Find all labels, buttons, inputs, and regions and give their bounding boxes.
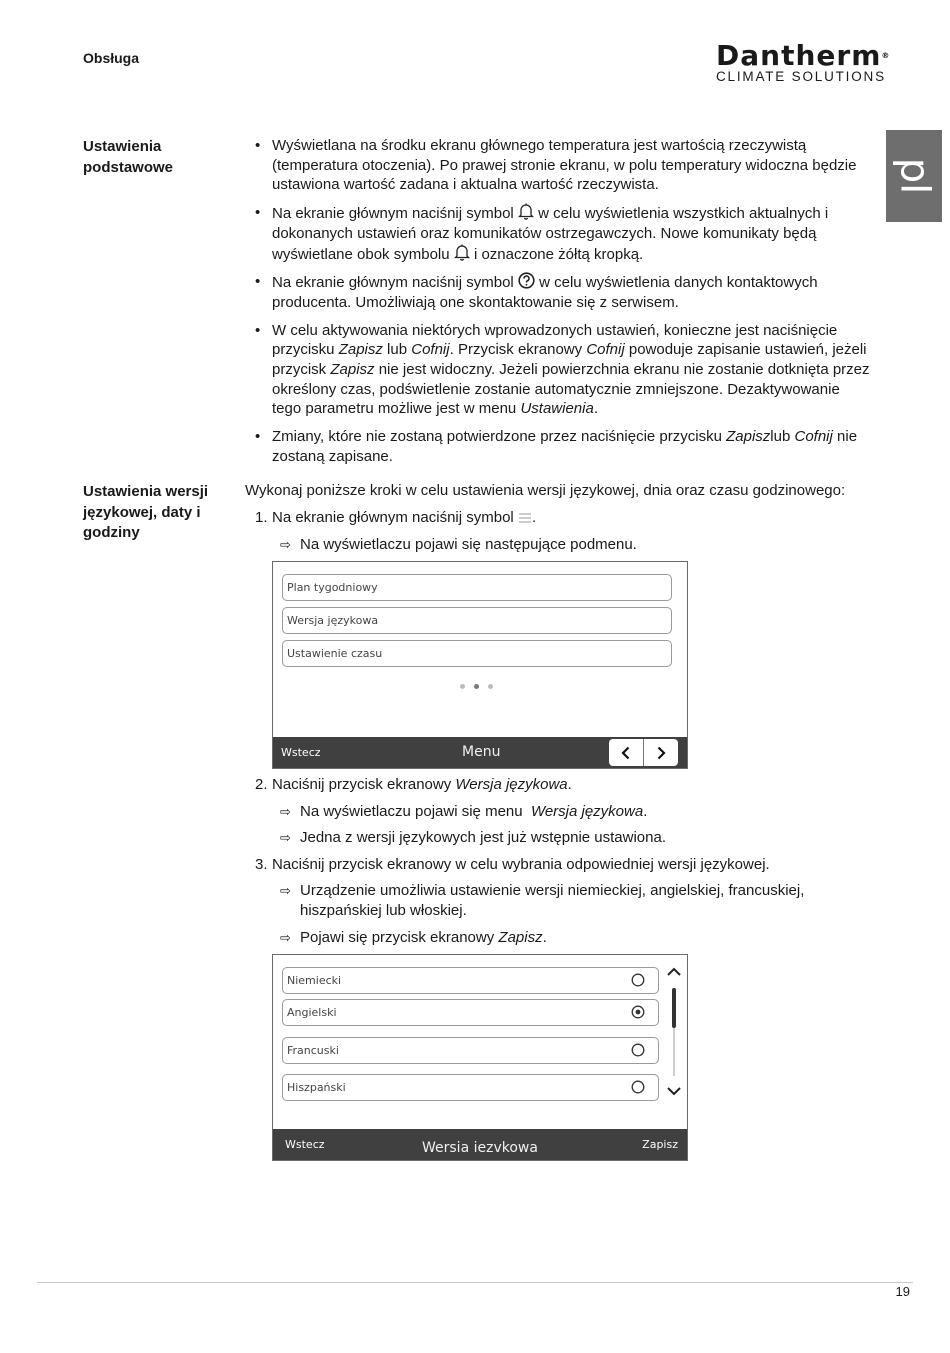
menu-item-weekly-plan[interactable]: Plan tygodniowy [282, 574, 672, 601]
language-option-german[interactable] [282, 967, 659, 994]
emphasis: Cofnij [794, 428, 833, 446]
screen-title: Menu [462, 744, 501, 760]
step-3-result-a [280, 881, 880, 920]
step-2-result-a [280, 802, 880, 822]
step-text: Naciśnij przycisk ekranowy w celu wybrania odpowiedniej wersji językowej. [272, 856, 770, 873]
dantherm-logo [716, 39, 911, 84]
arrow-right-icon: ⇨ [280, 883, 291, 898]
emphasis: Zapisz [330, 361, 375, 379]
back-button[interactable]: Wstecz [285, 1138, 325, 1151]
result-text: . [643, 803, 648, 820]
help-icon [518, 272, 535, 289]
page-number: 19 [895, 1284, 910, 1299]
radio-empty-icon [631, 1043, 645, 1057]
emphasis: Zapisz [498, 929, 543, 946]
bell-icon [518, 203, 534, 220]
page-dot [460, 684, 465, 689]
prev-button[interactable] [609, 739, 643, 766]
step-text: Naciśnij przycisk ekranowy [272, 776, 452, 793]
page-indicator [460, 684, 493, 689]
bullet-text: Na ekranie głównym naciśnij symbol [272, 205, 514, 223]
bullet-text: nie jest widoczny. Jeżeli powierzchnia ekranu nie zostanie dotknięta przez określony czas, podświetlenie zostanie automatycznie zmniejszone. Dezaktywowanie tego parametru możliwe jest w menu [272, 361, 870, 418]
chevron-left-icon [620, 746, 632, 760]
nav-buttons [609, 739, 678, 766]
logo-subtitle: CLIMATE SOLUTIONS [716, 69, 886, 84]
arrow-right-icon: ⇨ [280, 830, 291, 845]
back-button[interactable]: Wstecz [281, 746, 321, 759]
screen-title: Wersia iezvkowa [422, 1140, 538, 1156]
bullet-text: Zmiany, które nie zostaną potwierdzone przez naciśnięcie przycisku [272, 428, 722, 446]
step-number: 3. [255, 856, 268, 873]
menu-icon [518, 512, 532, 524]
basic-settings-label: Ustawienia podstawowe [83, 138, 174, 176]
menu-item-time-setting[interactable]: Ustawienie czasu [282, 640, 672, 667]
scroll-up-icon[interactable] [666, 966, 682, 978]
option-label: Niemiecki [287, 974, 342, 987]
step-text: Na ekranie głównym naciśnij symbol [272, 509, 514, 526]
chevron-right-icon [655, 746, 667, 760]
step-text: . [531, 509, 537, 526]
emphasis: Wersja językowa [455, 776, 568, 793]
result-text: Jedna z wersji językowych jest już wstępnie ustawiona. [300, 829, 666, 846]
intro-text: Wykonaj poniższe kroki w celu ustawienia wersji językowej, dnia oraz czasu godzinowego: [245, 482, 846, 499]
bullet-text: lub [770, 428, 791, 446]
language-settings-label: Ustawienia wersji językowej, daty i godziny [83, 483, 209, 541]
language-option-french[interactable] [282, 1037, 659, 1064]
step-2-result-b [280, 828, 880, 848]
bullet-text: i oznaczone żółtą kropką. [473, 245, 644, 263]
logo-wordmark: Dantherm [716, 39, 882, 72]
radio-empty-icon [631, 973, 645, 987]
result-text: Na wyświetlaczu pojawi się menu [300, 803, 523, 820]
list-item [255, 136, 870, 195]
language-bottom-bar [273, 1129, 687, 1160]
result-text: Na wyświetlaczu pojawi się następujące podmenu. [300, 536, 637, 553]
language-tab-label: pl [890, 157, 937, 195]
footer-divider [37, 1282, 913, 1283]
bullet-text: . Przycisk ekranowy [449, 341, 583, 359]
section-title: Obsługa [83, 50, 140, 66]
save-button[interactable]: Zapisz [642, 1138, 678, 1151]
step-number: 1. [255, 509, 268, 526]
language-screen [272, 954, 688, 1161]
step-text: . [567, 776, 572, 793]
basic-settings-list [255, 136, 870, 475]
list-item [255, 203, 870, 264]
emphasis: Cofnij [586, 341, 625, 359]
result-text: Pojawi się przycisk ekranowy [300, 929, 495, 946]
page-dot [488, 684, 493, 689]
list-item [255, 321, 870, 420]
option-label: Francuski [287, 1044, 339, 1057]
language-option-english[interactable] [282, 999, 659, 1026]
list-item [255, 427, 870, 466]
list-item [255, 272, 870, 312]
emphasis: Zapisz [338, 341, 383, 359]
step-3-result-b [280, 928, 880, 948]
emphasis: Zapisz [726, 428, 771, 446]
step-1 [255, 508, 875, 528]
bullet-text: w celu wyświetlenia danych kontaktowych producenta. Umożliwiają one skontaktowanie się z serwisem. [272, 274, 818, 311]
next-button[interactable] [643, 739, 678, 766]
bell-icon [454, 244, 470, 261]
logo-registered: ® [881, 51, 891, 60]
bullet-text: Wyświetlana na środku ekranu głównego temperatura jest wartością rzeczywistą (temperatura otoczenia). Po prawej stronie ekranu, w polu temperatury widoczna będzie ustawiona wartość zadana i aktualna wartość rzeczywista. [272, 137, 857, 194]
result-text: . [542, 929, 547, 946]
bullet-text: nie zostaną zapisane. [272, 428, 858, 465]
option-label: Angielski [287, 1006, 337, 1019]
radio-empty-icon [631, 1080, 645, 1094]
arrow-right-icon: ⇨ [280, 804, 291, 819]
scrollbar-thumb[interactable] [672, 988, 676, 1028]
result-text: Urządzenie umożliwia ustawienie wersji niemieckiej, angielskiej, francuskiej, hiszpańskiej lub włoskiej. [300, 882, 805, 919]
menu-screen [272, 561, 688, 769]
step-number: 2. [255, 776, 268, 793]
arrow-right-icon: ⇨ [280, 930, 291, 945]
bullet-text: Na ekranie głównym naciśnij symbol [272, 274, 514, 292]
language-option-spanish[interactable] [282, 1074, 659, 1101]
bullet-text: powoduje zapisanie ustawień, jeżeli przycisk [272, 341, 867, 379]
emphasis: Cofnij [411, 341, 450, 359]
menu-item-language[interactable]: Wersja językowa [282, 607, 672, 634]
language-tab [886, 130, 942, 222]
option-label: Hiszpański [287, 1081, 346, 1094]
page-dot-active [474, 684, 479, 689]
bullet-text: W celu aktywowania niektórych wprowadzonych ustawień, konieczne jest naciśnięcie przycisku [272, 321, 838, 359]
menu-bottom-bar [273, 737, 687, 768]
bullet-text: lub [387, 341, 408, 359]
step-2 [255, 775, 875, 795]
step-1-result [280, 535, 880, 555]
scroll-down-icon[interactable] [666, 1085, 682, 1097]
emphasis: Ustawienia [520, 400, 594, 418]
step-3 [255, 855, 875, 875]
radio-selected-icon [631, 1005, 645, 1019]
bullet-text: . [593, 400, 598, 418]
bullet-text: w celu wyświetlenia wszystkich aktualnych i dokonanych ustawień oraz komunikatów ostrzegawczych. Nowe komunikaty będą wyświetlane obok symbolu [272, 205, 829, 263]
emphasis: Wersja językowa [530, 803, 644, 820]
arrow-right-icon: ⇨ [280, 537, 291, 552]
